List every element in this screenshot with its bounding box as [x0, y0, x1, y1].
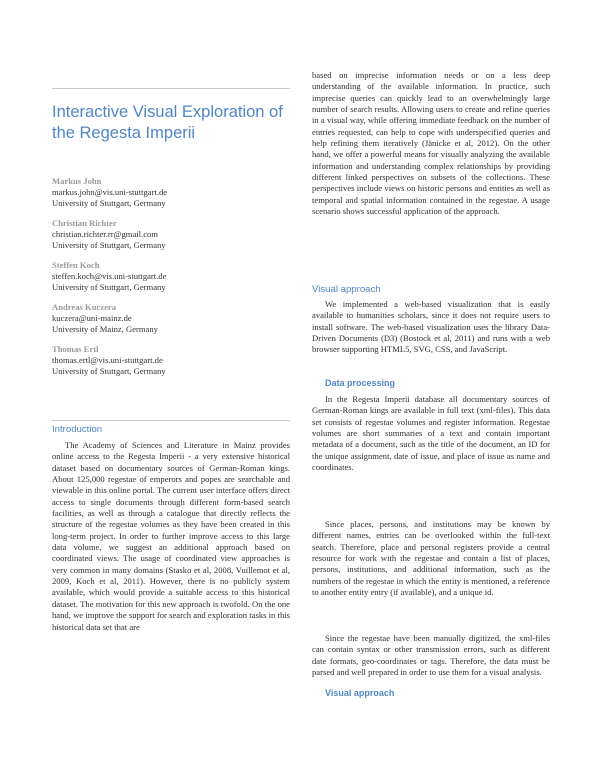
author-block [52, 344, 290, 377]
author-list [52, 176, 290, 386]
author-block [52, 260, 290, 293]
author-name: Markus John [52, 176, 102, 186]
data-processing-paragraph: Since the regestae have been manually digitized, the xml-files can contain syntax or other transmission errors, such as different date formats, geo-coordinates or tags. Therefore, the data must be parsed and well prepared in order to use them for a visual analysis. [312, 633, 550, 678]
data-processing-block-3 [312, 633, 550, 678]
author-email[interactable]: kuczera@uni-mainz.de [52, 313, 132, 323]
continuation-block [312, 70, 550, 217]
paper-title: Interactive Visual Exploration of the Regesta Imperii [52, 103, 283, 142]
author-name: Christian Richter [52, 218, 117, 228]
author-name: Thomas Ertl [52, 344, 99, 354]
author-name: Andreas Kuczera [52, 302, 117, 312]
introduction-rule [52, 420, 290, 421]
introduction-paragraph: The Academy of Sciences and Literature in Mainz provides online access to the Regesta Imperii - a very extensive historical dataset based on documentary sources of German-Roman kings. About 125,000 regestae of emperors and popes are searchable and viewable in this online portal. The current user interface offers direct access to single documents through different form-based search facilities, as well as through a catalogue that directly reflects the structure of the regestae volumes as they have been created in this long-term project. In order to further improve access to this large data volume, we suggest an additional approach based on coordinated views. The usage of coordinated view approaches is very common in many domains (Stasko et al, 2008, Vuillemot et al, 2009, Koch et al, 2011). However, there is no publicly system available, which would provide a suitable access to this historical dataset. The motivation for this new approach is twofold. On the one hand, we improve the support for search and exploration tasks in this historical data set that are [52, 440, 290, 632]
author-affiliation: University of Mainz, Germany [52, 324, 158, 334]
author-affiliation: University of Stuttgart, Germany [52, 198, 166, 208]
data-processing-paragraph: Since places, persons, and institutions may be known by different names, entries can be overlooked within the full-text search. Therefore, place and personal registers provide a central resource for work with the regestae and contain a list of places, persons, institutions, and additional information, such as the numbers of the regestae in which the entity is mentioned, a reference to another entity entry (if available), and a unique id. [312, 519, 550, 598]
author-affiliation: University of Stuttgart, Germany [52, 240, 166, 250]
continuation-paragraph: based on imprecise information needs or on a less deep understanding of the available information. In practice, such imprecise queries can quickly lead to an overwhelmingly large number of search results. Allowing users to create and refine queries in a visual way, while offering immediate feedback on the number of entries requested, can help to cope with underspecified queries and help refining them iteratively (Jänicke et al, 2012). On the other hand, we offer a powerful means for visually analyzing the available information and understanding complex relationships by providing different linked perspectives on subsets of the collections. These perspectives include views on historic persons and entities as well as temporal and spatial information contained in the regestae. A usage scenario shows successful application of the approach. [312, 70, 550, 217]
author-block [52, 218, 290, 251]
author-name: Steffen Koch [52, 260, 100, 270]
visual-approach-paragraph: We implemented a web-based visualization that is easily available to humanities scholars, since it does not require users to install software. The web-based visualization uses the library Data-Driven Documents (D3) (Bostock et al, 2011) and runs with a web browser supporting HTML5, SVG, CSS, and JavaScript. [312, 299, 550, 355]
author-email[interactable]: christian.richter.rr@gmail.com [52, 229, 158, 239]
data-processing-paragraph: In the Regesta Imperii database all documentary sources of German-Roman kings are available in full text (xml-files). This data set consists of regestae volumes and register information. Regestae volumes are short summaries of a text and contain important metadata of a document, such as the title of the document, an ID for the unique assignment, date of issue, and place of issue as name and coordinates. [312, 394, 550, 473]
author-email[interactable]: steffen.koch@vis.uni-stuttgart.de [52, 271, 167, 281]
visual-approach-heading: Visual approach [312, 284, 381, 295]
author-block [52, 302, 290, 335]
data-processing-block-1 [312, 394, 550, 473]
author-block [52, 176, 290, 209]
title-rule [52, 88, 290, 89]
visual-approach-subheading: Visual approach [325, 688, 395, 698]
introduction-heading: Introduction [52, 424, 103, 435]
introduction-body [52, 440, 290, 633]
author-email[interactable]: thomas.ertl@vis.uni-stuttgart.de [52, 355, 163, 365]
data-processing-heading: Data processing [325, 378, 396, 388]
data-processing-block-2 [312, 519, 550, 598]
visual-approach-block [312, 299, 550, 356]
author-email[interactable]: markus.john@vis.uni-stuttgart.de [52, 187, 168, 197]
author-affiliation: University of Stuttgart, Germany [52, 366, 166, 376]
author-affiliation: University of Stuttgart, Germany [52, 282, 166, 292]
